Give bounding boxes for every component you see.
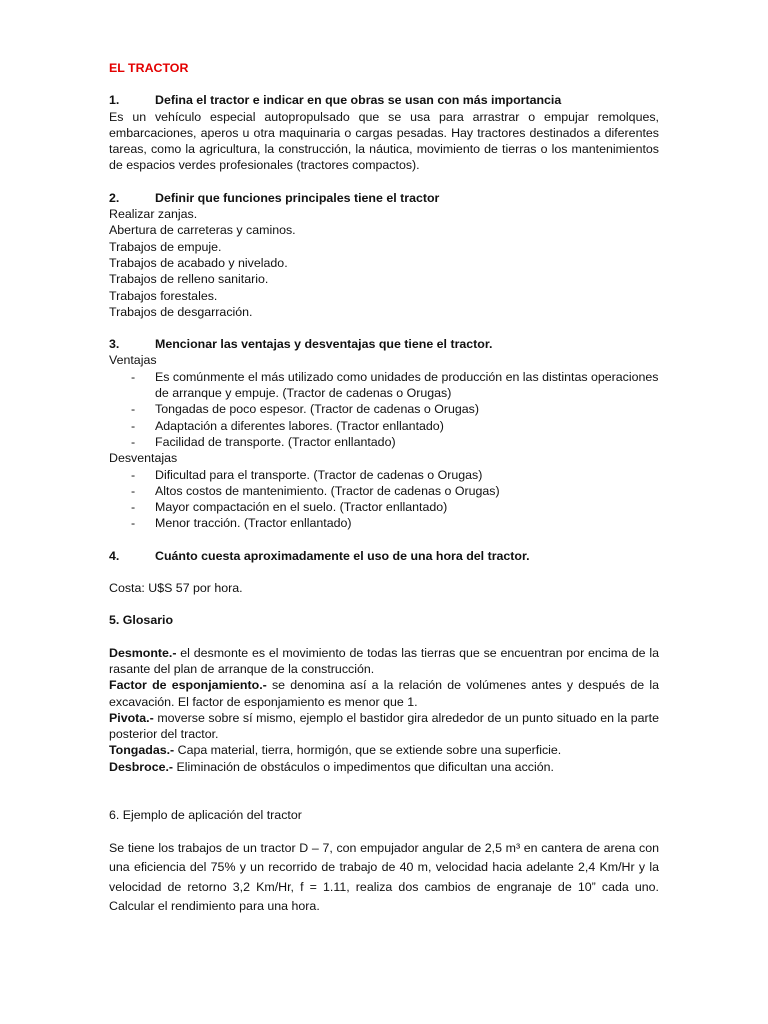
question-4 xyxy=(109,548,659,564)
question-number: 2. xyxy=(109,190,120,205)
list-item: Trabajos forestales. xyxy=(109,288,218,303)
list-item: - Tongadas de poco espesor. (Tractor de cadenas o Orugas) xyxy=(131,402,479,417)
document-page xyxy=(109,60,659,916)
list-item: Trabajos de desgarración. xyxy=(109,304,253,319)
list-item: - Mayor compactación en el suelo. (Tractor enllantado) xyxy=(131,500,448,515)
question-number: 1. xyxy=(109,93,120,108)
list-item: - Facilidad de transporte. (Tractor enllantado) xyxy=(131,434,396,449)
question-3 xyxy=(109,336,659,352)
glossary-entry: Tongadas.- Capa material, tierra, hormigón, que se extiende sobre una superficie. xyxy=(109,743,562,758)
desventajas-list xyxy=(109,467,659,532)
question-1 xyxy=(109,92,659,108)
question-number: 3. xyxy=(109,337,120,352)
question-text: Defina el tractor e indicar en que obras se usan con más importancia xyxy=(155,93,562,108)
list-item: - Dificultad para el transporte. (Tractor de cadenas o Orugas) xyxy=(131,467,483,482)
list-item: - Menor tracción. (Tractor enllantado) xyxy=(131,516,352,531)
question-number: 4. xyxy=(109,548,120,563)
glossary-entry: Factor de esponjamiento.- se denomina así a la relación de volúmenes antes y después de la excavación. El factor de esponjamiento es menor que 1. xyxy=(109,678,659,709)
list-item: - Es comúnmente el más utilizado como unidades de producción en las distintas operaciones de arranque y empuje. (Tractor de cadenas o Orugas) xyxy=(131,369,659,401)
ventajas-list xyxy=(109,369,659,450)
ejemplo-heading: 6. Ejemplo de aplicación del tractor xyxy=(109,807,302,822)
glosario-heading: 5. Glosario xyxy=(109,613,174,628)
question-text: Cuánto cuesta aproximadamente el uso de una hora del tractor. xyxy=(155,548,530,563)
question-text: Mencionar las ventajas y desventajas que tiene el tractor. xyxy=(155,337,493,352)
question-2 xyxy=(109,190,659,206)
desventajas-label: Desventajas xyxy=(109,451,178,466)
ejemplo-text: Se tiene los trabajos de un tractor D – 7, con empujador angular de 2,5 m³ en cantera de arena con una eficiencia del 75% y un recorrido de trabajo de 40 m, velocidad hacia adelante 2,4 Km/Hr y la velocidad de retorno 3,2 Km/Hr, f = 1.11, realiza dos cambios de engranaje de 10” cada uno. Calcular el rendimiento para una hora. xyxy=(109,841,659,913)
functions-list xyxy=(109,206,659,320)
question-text: Definir que funciones principales tiene el tractor xyxy=(155,190,440,205)
list-item: Trabajos de empuje. xyxy=(109,239,222,254)
answer-4: Costa: U$S 57 por hora. xyxy=(109,581,243,596)
glossary-entry: Desmonte.- el desmonte es el movimiento de todas las tierras que se encuentran por encima de la rasante del plan de arranque de la construcción. xyxy=(109,645,659,676)
glossary-entry: Desbroce.- Eliminación de obstáculos o impedimentos que dificultan una acción. xyxy=(109,759,554,774)
ventajas-label: Ventajas xyxy=(109,353,157,368)
list-item: - Adaptación a diferentes labores. (Tractor enllantado) xyxy=(131,418,444,433)
list-item: Trabajos de acabado y nivelado. xyxy=(109,255,288,270)
list-item: Trabajos de relleno sanitario. xyxy=(109,272,269,287)
answer-1: Es un vehículo especial autopropulsado que se usa para arrastrar o empujar remolques, embarcaciones, aperos u otra maquinaria o cargas pesadas. Hay tractores destinados a diferentes tareas, como la agricultura, la construcción, la náutica, movimiento de tierras o los mantenimientos de espacios verdes profesionales (tractores compactos). xyxy=(109,109,659,173)
list-item: - Altos costos de mantenimiento. (Tractor de cadenas o Orugas) xyxy=(131,483,500,498)
list-item: Realizar zanjas. xyxy=(109,207,198,222)
glossary-entry: Pivota.- moverse sobre sí mismo, ejemplo el bastidor gira alrededor de un punto situado en la parte posterior del tractor. xyxy=(109,710,659,742)
list-item: Abertura de carreteras y caminos. xyxy=(109,223,296,238)
document-title: EL TRACTOR xyxy=(109,61,189,75)
